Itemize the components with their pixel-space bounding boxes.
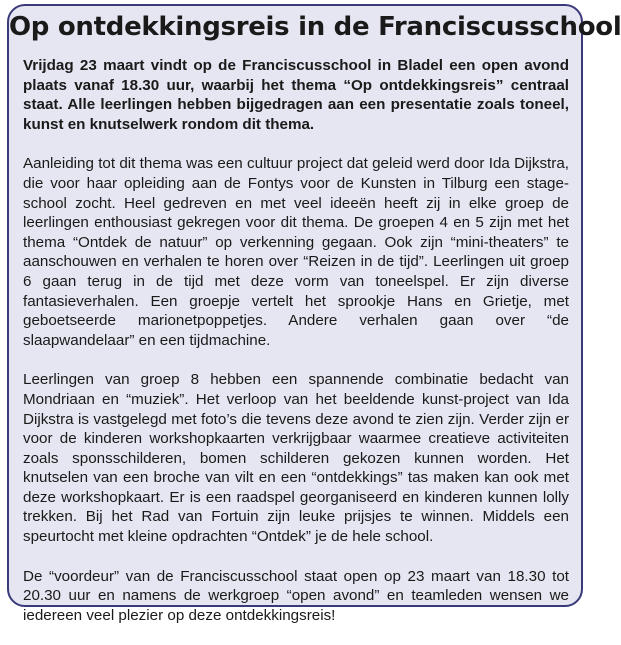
- article-title: Op ontdekkingsreis in de Franciscusschool: [9, 12, 621, 42]
- article-paragraph-3: De “voordeur” van de Franciscusschool staat open op 23 maart van 18.30 tot 20.30 uur en namens de werkgroep “open avond” en teamleden wensen we iedereen veel plezier op deze ontdekkingsreis!: [23, 567, 569, 624]
- article-body: [23, 56, 569, 645]
- article-paragraph-1: Aanleiding tot dit thema was een cultuur project dat geleid werd door Ida Dijkstra, die voor haar opleiding aan de Fontys voor de Kunsten in Tilburg een stage-school zocht. Heel gedreven en met veel ideeën heeft zij in elke groep de leerlingen enthousiast gekregen voor dit thema. De groepen 4 en 5 zijn met het thema “Ontdek de natuur” op verkenning gegaan. Ook zijn “mini-theaters” te aanschouwen en verhalen te horen over “Reizen in de tijd”. Leerlingen uit groep 6 gaan terug in de tijd met deze vorm van toneelspel. Er zijn diverse fantasieverhalen. Een groepje vertelt het sprookje Hans en Grietje, met geboetseerde marionetpoppetjes. Andere verhalen gaan over “de slaapwandelaar” en een tijdmachine.: [23, 155, 569, 349]
- article-paragraph-2: Leerlingen van groep 8 hebben een spannende combinatie bedacht van Mondriaan en “muziek”. Het verloop van het beeldende kunst-project van Ida Dijkstra is vastgelegd met foto’s die tevens deze avond te zien zijn. Verder zijn er voor de kinderen workshopkaarten verkrijgbaar waarmee creatieve activiteiten zoals sponsschilderen, bomen schilderen gekozen kunnen worden. Het knutselen van een broche van vilt en een “ontdekkings” tas maken kan ook met deze workshopkaart. Er is een raadspel georganiseerd en kinderen kunnen lolly trekken. Bij het Rad van Fortuin zijn leuke prijsjes te winnen. Middels een speurtocht met kleine opdrachten “Ontdek” je de hele school.: [23, 371, 569, 546]
- article-frame: [7, 4, 621, 624]
- article-lead: Vrijdag 23 maart vindt op de Franciscusschool in Bladel een open avond plaats vanaf 18.30 uur, waarbij het thema “Op ontdekkingsreis” centraal staat. Alle leerlingen hebben bijgedragen aan een presentatie zoals toneel, kunst en knutselwerk rondom dit thema.: [23, 57, 569, 133]
